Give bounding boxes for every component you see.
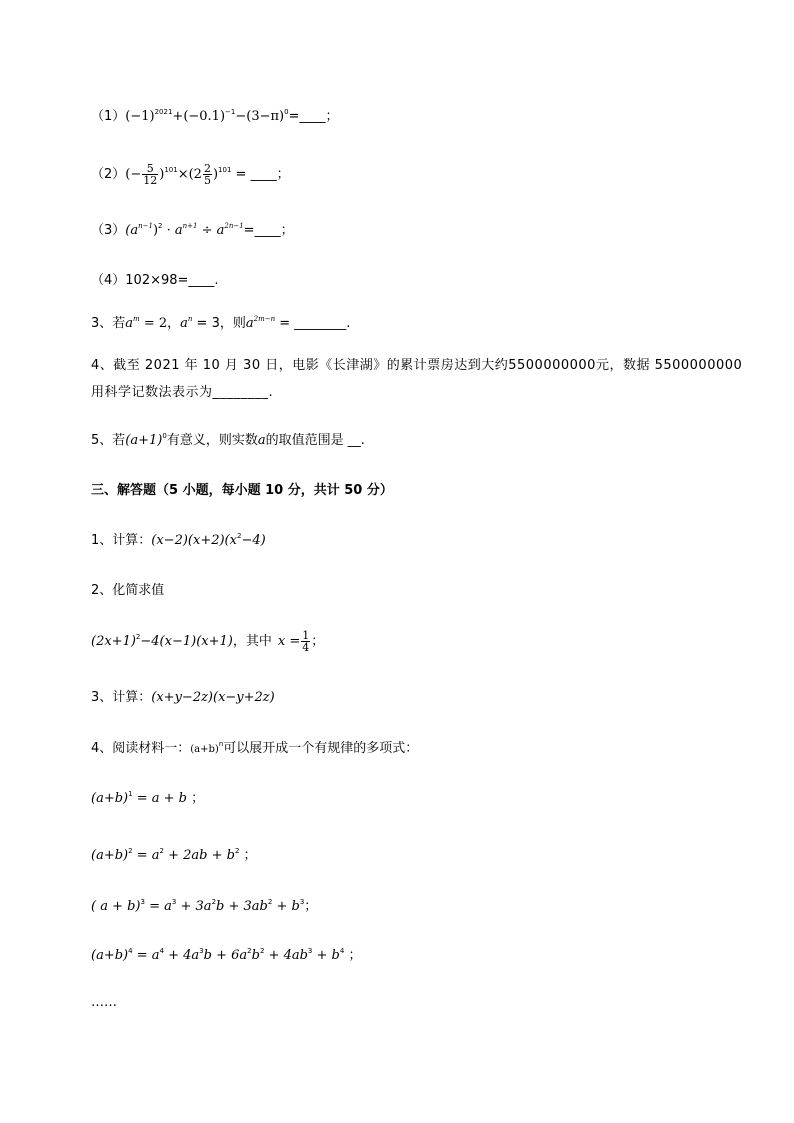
exponent: n−1: [138, 222, 153, 230]
denominator: 5: [203, 174, 211, 187]
expr: + 3a: [176, 899, 212, 914]
answer-blank: = ____；: [231, 167, 290, 182]
solve-question-2: [91, 582, 164, 600]
exponent: 2: [236, 532, 242, 540]
expr: = a: [132, 848, 160, 863]
exponent: m: [133, 315, 140, 323]
expr: (x−2)(x+2)(x: [151, 533, 237, 548]
expr: b + 6a: [203, 948, 248, 963]
exponent: 3: [140, 898, 145, 906]
expr: (2x+1): [91, 634, 136, 649]
expr: (a+b): [91, 791, 129, 806]
exponent: n+1: [182, 222, 198, 230]
question-4: [91, 272, 219, 290]
exponent: 3: [307, 947, 313, 955]
exponent: 4: [128, 947, 133, 955]
punctuation: ；: [304, 899, 318, 914]
expr: + b: [272, 899, 300, 914]
exponent: 4: [159, 947, 164, 955]
exponent: 2: [211, 898, 217, 906]
fill-question-4-line1: [91, 357, 742, 375]
expr: ( a + b): [91, 899, 141, 914]
expr: = 2，: [139, 316, 181, 331]
exponent: 101: [218, 166, 232, 174]
question-text: 可以展开成一个有规律的多项式：: [223, 741, 419, 756]
question-label: 1、计算：: [91, 533, 152, 548]
expr: (a+b): [190, 744, 219, 755]
solve-question-4: [91, 740, 418, 759]
exponent: 1: [128, 790, 133, 798]
expr: −(3−π): [235, 109, 285, 124]
exponent: n: [187, 315, 193, 323]
punctuation: ；: [239, 848, 257, 863]
ellipsis-text: ……: [91, 995, 117, 1010]
denominator: 12: [143, 174, 158, 187]
expr: (−1): [125, 109, 155, 124]
answer-blank: 的取值范围是 __.: [265, 433, 365, 448]
exponent: 3: [299, 898, 305, 906]
numerator: 5: [142, 163, 158, 175]
expr: a: [125, 316, 134, 331]
punctuation: ；: [311, 634, 325, 649]
question-label: （2）: [91, 167, 126, 182]
exponent: 2m−n: [253, 315, 276, 323]
numerator: 2: [203, 162, 211, 175]
expr: x =: [277, 634, 301, 649]
section-title: [91, 482, 393, 500]
expansion-1: [91, 790, 204, 808]
exponent: 2021: [154, 108, 173, 116]
answer-blank: =____；: [243, 223, 294, 238]
fraction: [301, 630, 310, 653]
exponent: 2: [234, 847, 240, 855]
expr: ): [152, 223, 159, 238]
exponent: 0: [162, 432, 167, 440]
variable: a: [257, 433, 266, 448]
numerator: 1: [302, 629, 310, 642]
question-label: （1）: [91, 109, 126, 124]
expr: b: [251, 948, 260, 963]
expr: b + 3ab: [216, 899, 268, 914]
answer-blank: =____；: [288, 109, 339, 124]
question-text: 用科学记数法表示为________.: [91, 385, 274, 400]
exponent: 4: [339, 947, 345, 955]
expr: a: [245, 316, 254, 331]
exponent: 2: [135, 633, 141, 641]
exponent: n: [218, 740, 224, 748]
solve-question-3: [91, 689, 275, 707]
expansion-3: [91, 898, 317, 916]
expr: −4): [241, 533, 266, 548]
question-2: [91, 160, 290, 190]
exponent: 2: [267, 898, 273, 906]
expr: · a: [162, 223, 183, 238]
punctuation: ；: [186, 791, 205, 806]
expr: (a: [125, 223, 139, 238]
exponent: 2: [159, 847, 164, 855]
question-text: 4、截至 2021 年 10 月 30 日，电影《长津湖》的累计票房达到大约5500000000元，数据 5500000000: [91, 358, 743, 373]
fraction: [142, 163, 158, 186]
question-text: 有意义，则实数: [166, 433, 258, 448]
exponent: 3: [171, 898, 177, 906]
question-3: [91, 222, 294, 240]
expr: = a: [132, 948, 160, 963]
expr: (a+b): [91, 848, 129, 863]
fraction: [203, 163, 212, 186]
question-label: 4、阅读材料一：: [91, 741, 191, 756]
expr: (a+1): [125, 433, 163, 448]
fill-question-4-line2: [91, 384, 273, 402]
expr: = 3，则: [192, 316, 246, 331]
exponent: 3: [199, 947, 204, 955]
ellipsis: [91, 994, 117, 1012]
exponent: 101: [164, 166, 178, 174]
expr: = a + b: [132, 791, 187, 806]
exponent: 0: [284, 108, 289, 116]
exponent: 2: [259, 947, 265, 955]
solve-question-2-expr: [91, 625, 324, 659]
expr: (x+y−2z)(x−y+2z): [151, 690, 275, 705]
question-label: 3、若: [91, 316, 126, 331]
question-label: 5、若: [91, 433, 126, 448]
expr: ): [212, 167, 219, 182]
question-1: [91, 108, 338, 126]
expr: + 4a: [163, 948, 200, 963]
expr: (−: [125, 167, 142, 182]
expr: ×(2: [177, 167, 202, 182]
exponent: 2: [158, 222, 163, 230]
expr: −4(x−1)(x+1): [140, 634, 233, 649]
solve-question-1: [91, 532, 266, 550]
section-heading: 三、解答题（5 小题，每小题 10 分，共计 50 分）: [91, 483, 393, 498]
denominator: 4: [302, 641, 310, 654]
punctuation: ；: [344, 948, 362, 963]
exponent: 2: [128, 847, 133, 855]
expansion-4: [91, 947, 361, 965]
expr: + 4ab: [264, 948, 308, 963]
expr: ÷ a: [197, 223, 225, 238]
expansion-2: [91, 847, 257, 865]
expr: +(−0.1): [172, 109, 226, 124]
exponent: 2n−1: [224, 222, 244, 230]
answer-blank: = ________.: [275, 316, 351, 331]
question-label: （3）: [91, 223, 126, 238]
expr: = a: [144, 899, 172, 914]
question-label: 3、计算：: [91, 690, 152, 705]
expr: + 2ab + b: [163, 848, 235, 863]
expr: ): [159, 167, 165, 182]
expr: + b: [312, 948, 340, 963]
question-text: ，其中: [232, 634, 272, 649]
exponent: 2: [247, 947, 252, 955]
expr: (a+b): [91, 948, 129, 963]
question-text: （4）102×98=____.: [91, 273, 219, 288]
fill-question-5: [91, 432, 365, 450]
question-label: 2、化简求值: [91, 583, 165, 598]
fill-question-3: [91, 315, 350, 333]
expr: a: [180, 316, 188, 331]
exponent: −1: [225, 108, 236, 116]
